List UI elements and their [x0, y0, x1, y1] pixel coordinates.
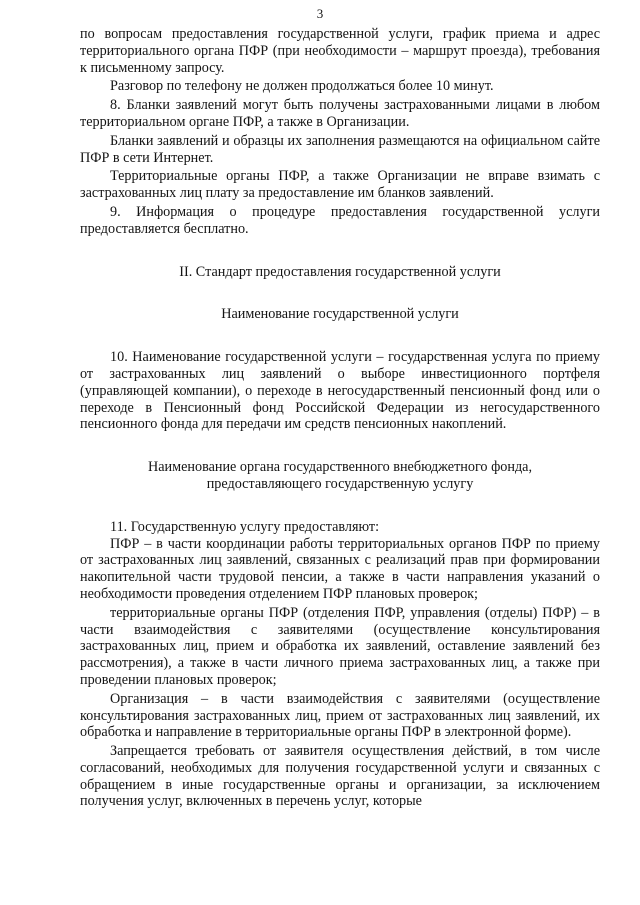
paragraph: Территориальные органы ПФР, а также Организации не вправе взимать с застрахованных лиц плату за предоставление им бланков заявлений. — [80, 168, 600, 202]
paragraph: 9. Информация о процедуре предоставления государственной услуги предоставляется бесплатно. — [80, 203, 600, 237]
section-heading: II. Стандарт предоставления государственной услуги — [179, 263, 501, 280]
subheading-authority-line1: Наименование органа государственного внебюджетного фонда, — [147, 459, 533, 476]
page-number: 3 — [316, 6, 324, 21]
paragraphs-top — [80, 26, 600, 238]
document-body — [80, 26, 600, 810]
paragraph: ПФР – в части координации работы территориальных органов ПФР по приему от застрахованных лиц заявлений, связанных с реализаций прав при формировании накопительной части трудовой пенсии, а также в части направления указаний о необходимости проведения отделением ПФР плановых проверок; — [80, 535, 600, 602]
paragraph: территориальные органы ПФР (отделения ПФР, управления (отделы) ПФР) – в части взаимодействия с заявителями (осуществление консультирования застрахованных лиц, прием и обработка их заявлений, оставление заявлений без рассмотрения), а также в части личного приема застрахованных лиц, а также при проведении плановых проверок; — [80, 604, 600, 688]
paragraphs-bottom — [80, 519, 600, 811]
paragraph: Бланки заявлений и образцы их заполнения размещаются на официальном сайте ПФР в сети Интернет. — [80, 132, 600, 166]
paragraph: Запрещается требовать от заявителя осуществления действий, в том числе согласований, необходимых для получения государственной услуги и связанных с обращением в иные государственные органы и организации, за исключением получения услуг, включенных в перечень услуг, которые — [80, 743, 600, 810]
paragraph: Организация – в части взаимодействия с заявителями (осуществление консультирования застрахованных лиц, прием от застрахованных лиц заявлений, их обработка и направление в территориальные органы ПФР в электронной форме). — [80, 690, 600, 741]
subheading-authority-line2: предоставляющего государственную услугу — [206, 475, 474, 492]
paragraph: Разговор по телефону не должен продолжаться более 10 минут. — [110, 78, 494, 95]
paragraph: по вопросам предоставления государственной услуги, график приема и адрес территориального органа ПФР (при необходимости – маршрут проезда), требования к письменному запросу. — [80, 26, 600, 76]
paragraph: 8. Бланки заявлений могут быть получены застрахованными лицами в любом территориальном органе ПФР, а также в Организации. — [80, 97, 600, 130]
paragraph-10: 10. Наименование государственной услуги – государственная услуга по приему от застрахованных лиц заявлений о выборе инвестиционного портфеля (управляющей компании), о переходе в негосударственный пенсионный фонд или о переходе в Пенсионный фонд Российской Федерации из негосударственного пенсионного фонда для передачи им средств пенсионных накоплений. — [80, 349, 600, 433]
subheading-service-name: Наименование государственной услуги — [221, 306, 459, 323]
paragraph: 11. Государственную услугу предоставляют: — [110, 518, 380, 535]
